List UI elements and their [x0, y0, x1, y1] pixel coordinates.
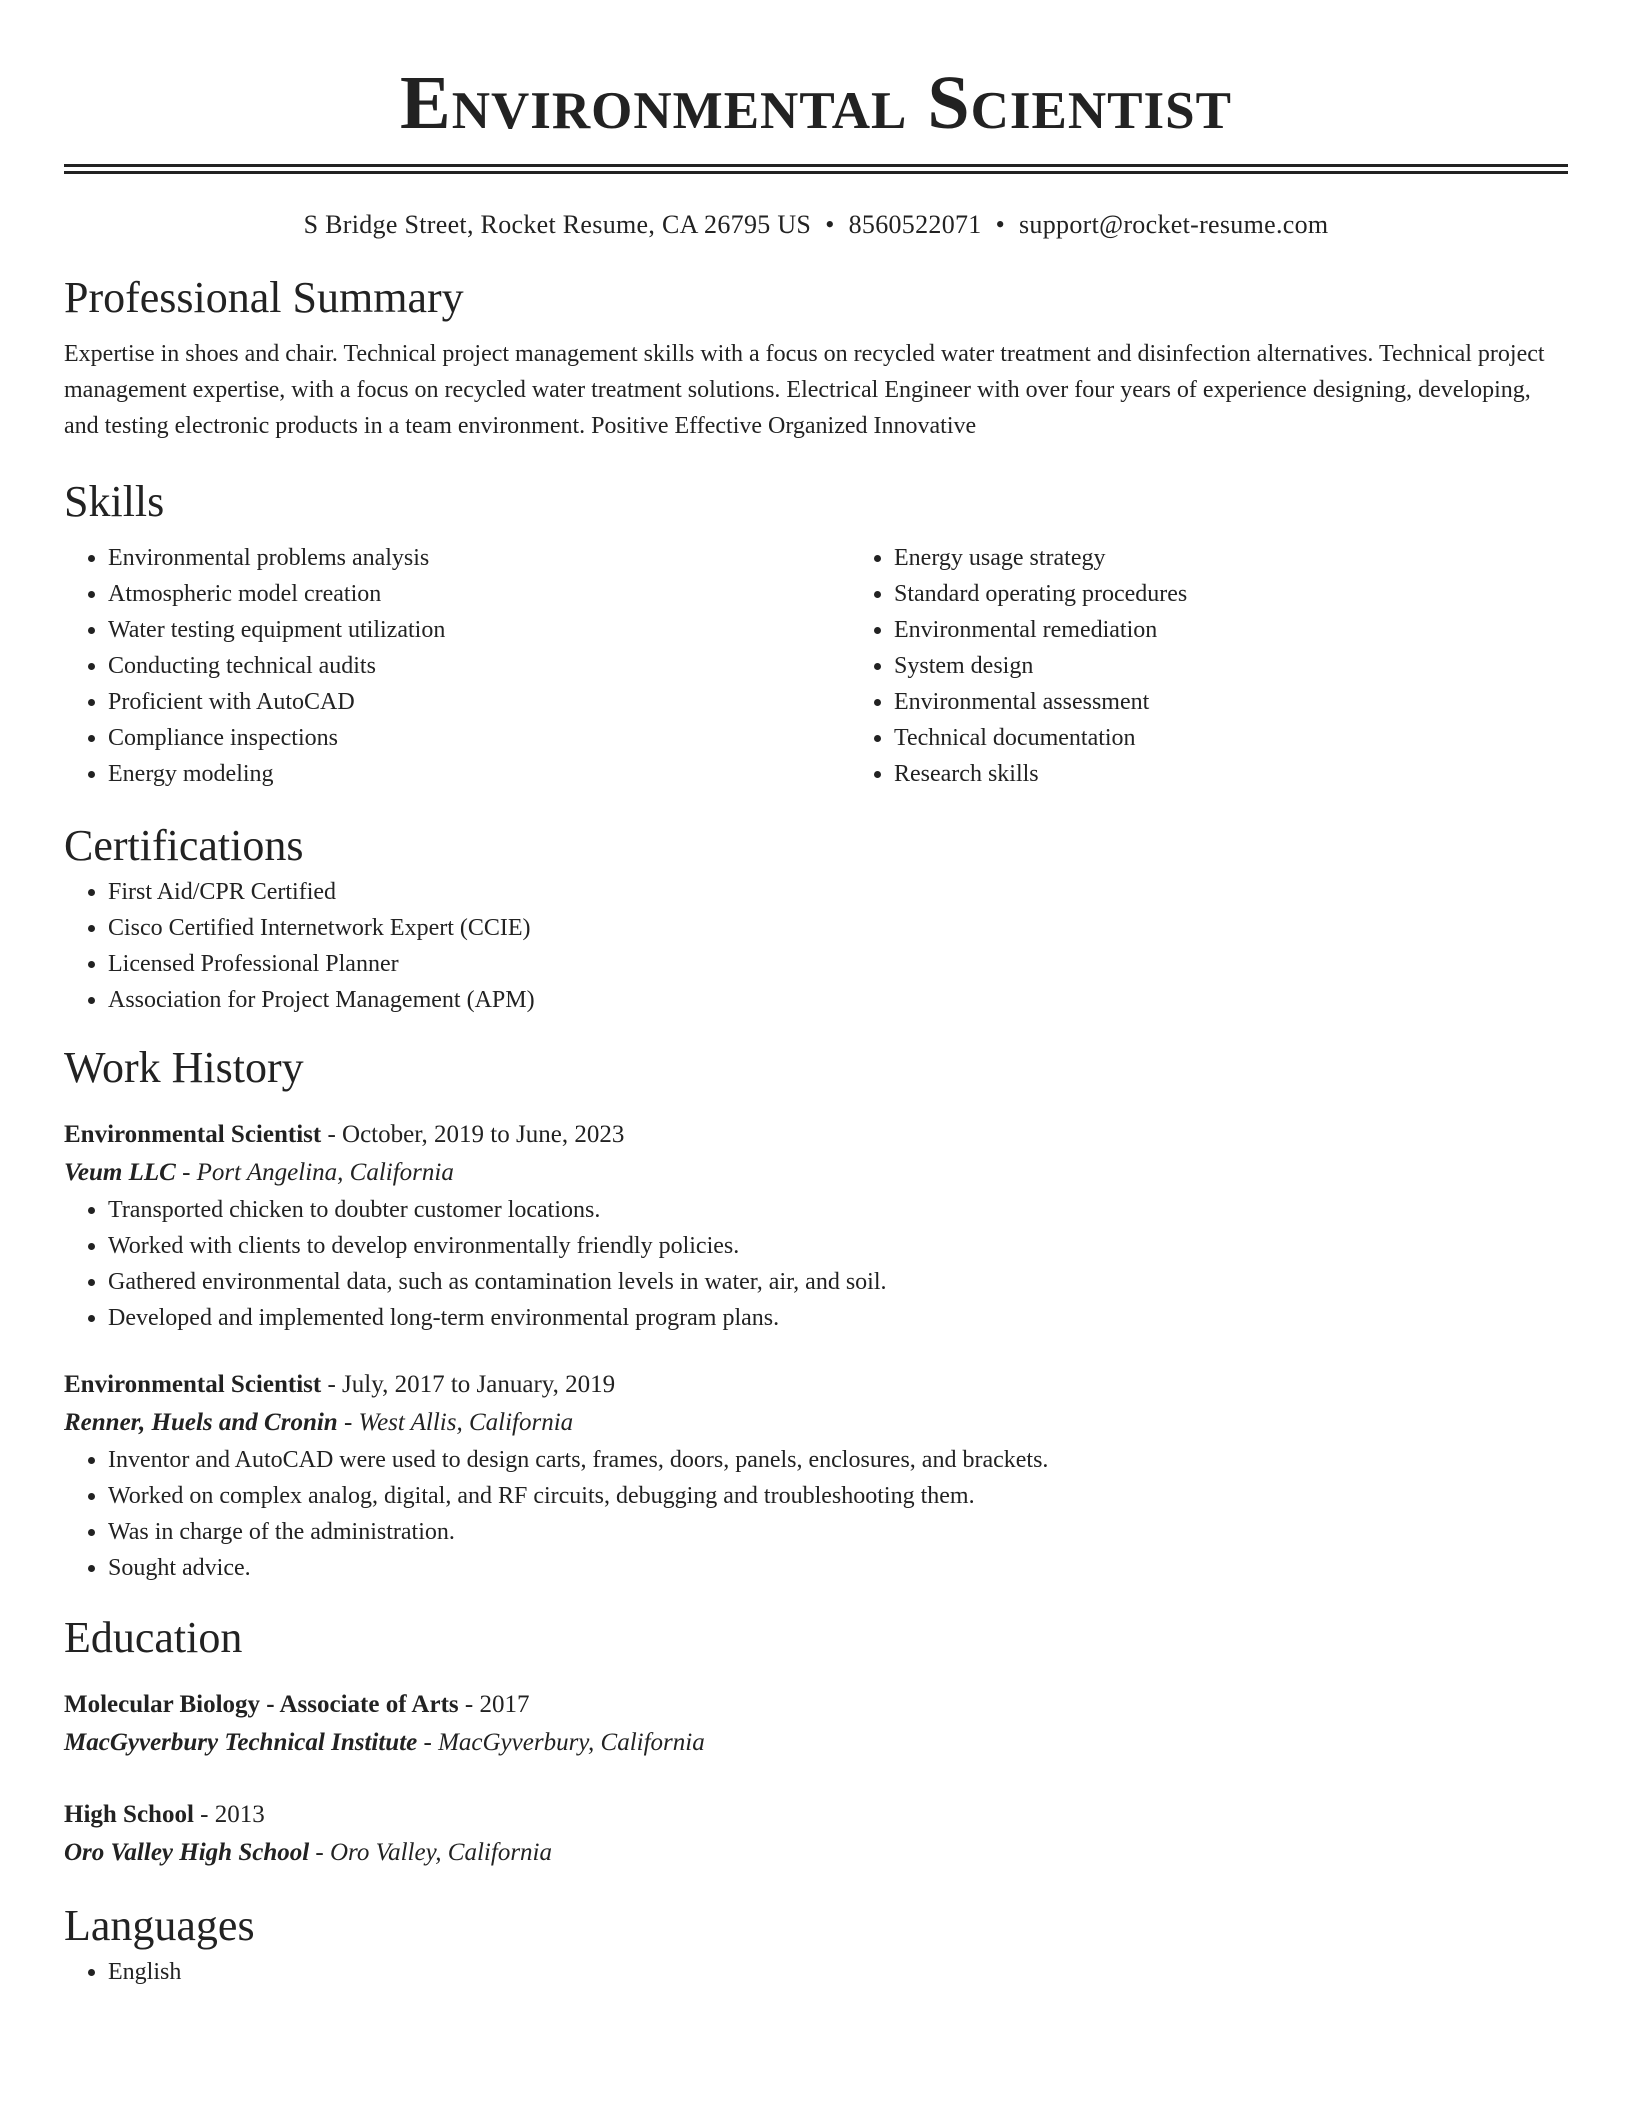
- certification-item: • Licensed Professional Planner: [108, 946, 1568, 982]
- education-year: - 2013: [193, 1801, 265, 1828]
- job-duty-item: • Sought advice.: [108, 1550, 1568, 1586]
- job-company: Veum LLC: [64, 1159, 176, 1186]
- certification-item: • Cisco Certified Internetwork Expert (CCIE): [108, 910, 1568, 946]
- job-location: - West Allis, California: [337, 1409, 574, 1436]
- section-title-certifications: Certifications: [64, 821, 304, 870]
- skill-item: • Energy modeling: [108, 756, 850, 792]
- contact-phone: 8560522071: [848, 210, 982, 239]
- language-item: • English: [108, 1954, 1568, 1990]
- skill-item: • Environmental assessment: [894, 684, 1632, 720]
- job-duty-item: • Developed and implemented long-term environmental program plans.: [108, 1300, 1568, 1336]
- skill-item: • Energy usage strategy: [894, 540, 1632, 576]
- skill-item: • Technical documentation: [894, 720, 1632, 756]
- languages-list: [64, 1954, 1568, 1990]
- education-school: Oro Valley High School: [64, 1839, 310, 1866]
- skill-item: • Environmental remediation: [894, 612, 1632, 648]
- skills-columns: [64, 540, 1568, 792]
- job-duty-item: • Inventor and AutoCAD were used to design carts, frames, doors, panels, enclosures, and brackets.: [108, 1442, 1568, 1478]
- certification-item: • First Aid/CPR Certified: [108, 874, 1568, 910]
- candidate-name: Environmental Scientist: [400, 61, 1232, 145]
- job-location: - Port Angelina, California: [175, 1159, 454, 1186]
- job-role: Environmental Scientist: [64, 1371, 322, 1398]
- section-title-languages: Languages: [64, 1901, 255, 1950]
- skill-item: • Water testing equipment utilization: [108, 612, 850, 648]
- education-year: - 2017: [458, 1691, 530, 1718]
- job-dates: - October, 2019 to June, 2023: [321, 1121, 625, 1148]
- education-degree: High School: [64, 1801, 194, 1828]
- job-dates: - July, 2017 to January, 2019: [321, 1371, 616, 1398]
- summary-text: Expertise in shoes and chair. Technical project management skills with a focus on recycled water treatment and disinfection alternatives. Technical project management expertise, with a focus on recycled water treatment solutions. Electrical Engineer with over four years of experience designing, developing, and testing electronic products in a team environment. Positive Effective Organized Innovative: [64, 341, 1545, 439]
- education-school: MacGyverbury Technical Institute: [64, 1729, 418, 1756]
- job-duties-list: [64, 1192, 1568, 1336]
- contact-separator: •: [825, 210, 835, 239]
- skill-item: • System design: [894, 648, 1632, 684]
- education-heading: [64, 1796, 1568, 1834]
- education-institution: [64, 1834, 1568, 1872]
- education-institution: [64, 1724, 1568, 1762]
- job-duty-item: • Gathered environmental data, such as contamination levels in water, air, and soil.: [108, 1264, 1568, 1300]
- job-duty-item: • Was in charge of the administration.: [108, 1514, 1568, 1550]
- skill-item: • Environmental problems analysis: [108, 540, 850, 576]
- job-employer: [64, 1404, 1568, 1442]
- resume-page: [64, 0, 1568, 1990]
- section-title-education: Education: [64, 1613, 243, 1662]
- section-title-skills: Skills: [64, 477, 165, 526]
- job-duty-item: • Transported chicken to doubter customer locations.: [108, 1192, 1568, 1228]
- section-title-summary: Professional Summary: [64, 273, 464, 322]
- education-heading: [64, 1686, 1568, 1724]
- job-duties-list: [64, 1442, 1568, 1586]
- skills-list-left: [64, 540, 850, 792]
- job-duty-item: • Worked with clients to develop environmentally friendly policies.: [108, 1228, 1568, 1264]
- job-employer: [64, 1154, 1568, 1192]
- certification-item: • Association for Project Management (APM): [108, 982, 1568, 1018]
- header-divider: [64, 164, 1568, 174]
- skill-item: • Standard operating procedures: [894, 576, 1632, 612]
- education-location: - Oro Valley, California: [309, 1839, 552, 1866]
- job-heading: [64, 1366, 1568, 1404]
- skill-item: • Research skills: [894, 756, 1632, 792]
- skill-item: • Compliance inspections: [108, 720, 850, 756]
- section-title-work-history: Work History: [64, 1043, 304, 1092]
- education-degree: Molecular Biology - Associate of Arts: [64, 1691, 459, 1718]
- job-company: Renner, Huels and Cronin: [64, 1409, 338, 1436]
- job-duty-item: • Worked on complex analog, digital, and RF circuits, debugging and troubleshooting them.: [108, 1478, 1568, 1514]
- contact-line: [64, 208, 1568, 242]
- contact-email: support@rocket-resume.com: [1019, 210, 1329, 239]
- job-heading: [64, 1116, 1568, 1154]
- skill-item: • Conducting technical audits: [108, 648, 850, 684]
- education-location: - MacGyverbury, California: [417, 1729, 705, 1756]
- contact-separator: •: [995, 210, 1005, 239]
- skill-item: • Proficient with AutoCAD: [108, 684, 850, 720]
- skill-item: • Atmospheric model creation: [108, 576, 850, 612]
- skills-list-right: [850, 540, 1632, 792]
- contact-address: S Bridge Street, Rocket Resume, CA 26795 US: [303, 210, 812, 239]
- job-role: Environmental Scientist: [64, 1121, 322, 1148]
- certifications-list: [64, 874, 1568, 1018]
